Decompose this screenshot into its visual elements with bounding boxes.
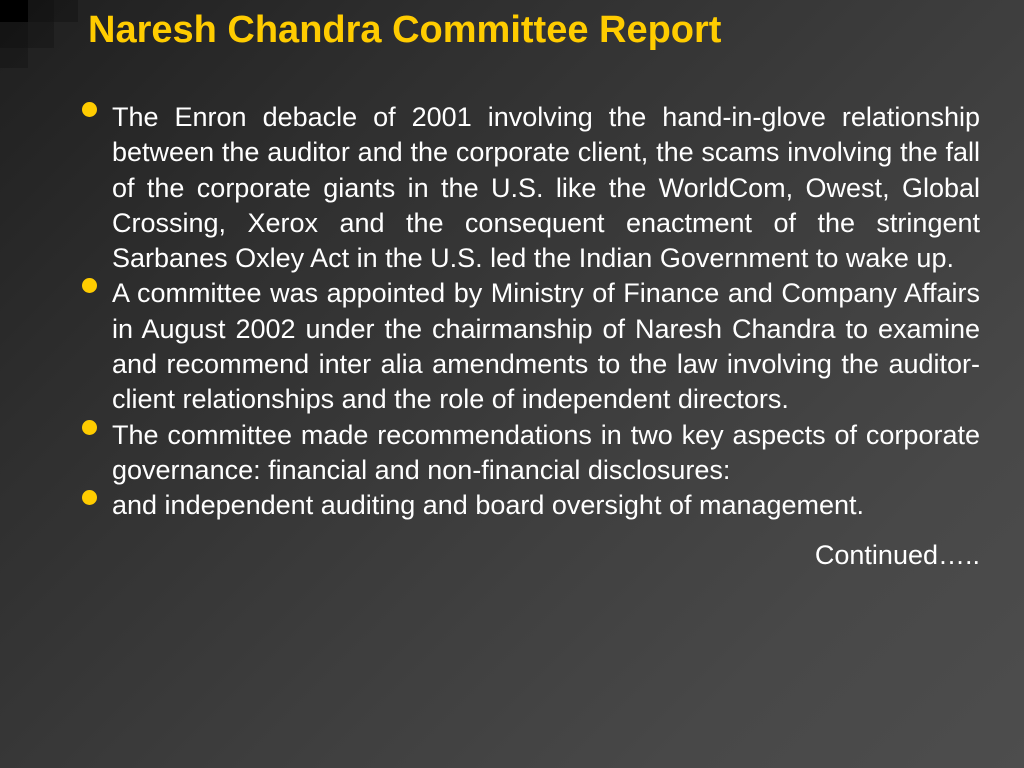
bullet-item xyxy=(80,100,980,276)
bullet-dot-icon xyxy=(82,278,97,293)
bullet-text: and independent auditing and board oversight of management. xyxy=(112,490,865,521)
bullet-item xyxy=(80,488,980,523)
bullet-text: The Enron debacle of 2001 involving the hand-in-glove relationship between the auditor and the corporate client, the scams involving the fall of the corporate giants in the U.S. like the WorldCom, Owest, Global Crossing, Xerox and the consequent enactment of the stringent Sarbanes Oxley Act in the U.S. led the Indian Government to wake up. xyxy=(112,102,980,274)
bullet-dot-icon xyxy=(82,420,97,435)
bullet-dot-icon xyxy=(82,102,97,117)
continued-label: Continued….. xyxy=(814,539,980,570)
corner-square xyxy=(28,22,54,48)
bullet-item xyxy=(80,418,980,489)
corner-square xyxy=(0,22,28,48)
corner-square xyxy=(28,0,54,22)
slide-title: Naresh Chandra Committee Report xyxy=(88,9,722,51)
bullet-text: The committee made recommendations in two key aspects of corporate governance: financial and non-financial disclosures: xyxy=(112,419,980,485)
bullet-list xyxy=(80,100,980,524)
bullet-item xyxy=(80,276,980,417)
bullet-text: A committee was appointed by Ministry of Finance and Company Affairs in August 2002 under the chairmanship of Naresh Chandra to examine and recommend inter alia amendments to the law involving the auditor-client relationships and the role of independent directors. xyxy=(112,278,980,415)
bullet-dot-icon xyxy=(82,490,97,505)
corner-square xyxy=(0,48,28,68)
corner-square xyxy=(54,0,78,22)
corner-decoration xyxy=(0,0,80,70)
slide-content xyxy=(80,100,980,573)
corner-square xyxy=(0,0,28,22)
